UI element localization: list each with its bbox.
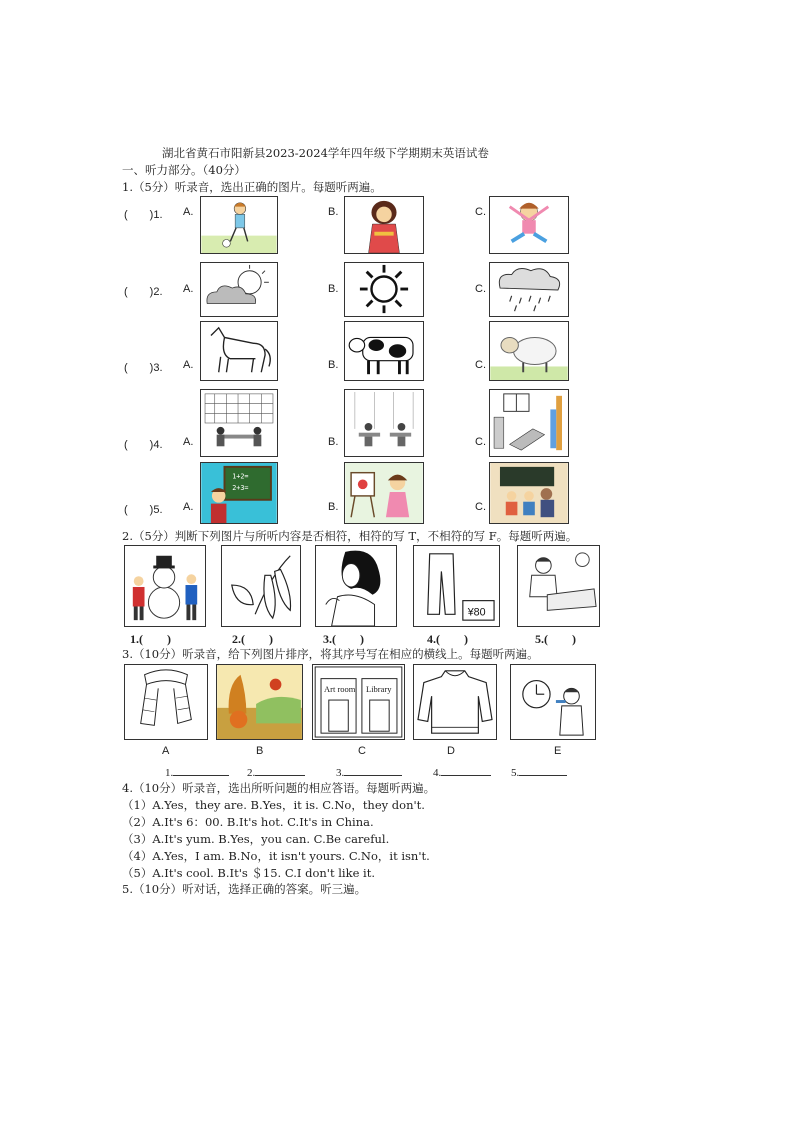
section-heading: 一、听力部分。（40分） [122, 163, 246, 177]
page-title: 湖北省黄石市阳新县2023-2024学年四年级下学期期末英语试卷 [162, 146, 489, 160]
answer-blank[interactable] [433, 765, 491, 779]
sweater-image[interactable] [413, 664, 497, 740]
sunny-image[interactable] [344, 262, 424, 317]
blank-number: 3. [336, 767, 345, 779]
option-label: B. [328, 436, 339, 448]
q2-answer-label[interactable]: 4.( ) [427, 632, 468, 646]
q3-heading: 3.（10分）听录音，给下列图片排序，将其序号写在相应的横线上。每题听两遍。 [122, 647, 539, 661]
picture-letter: C [358, 745, 366, 757]
q1-heading: 1.（5分）听录音，选出正确的图片。每题听两遍。 [122, 180, 382, 194]
autumn-harvest-image[interactable] [216, 664, 303, 740]
cloudy-sun-image[interactable] [200, 262, 278, 317]
green-beans-image[interactable] [221, 545, 301, 627]
option-label: A. [183, 283, 194, 295]
answer-blank[interactable] [336, 765, 402, 779]
q4-item: （3）A.It's yum. B.Yes，you can. C.Be careful. [122, 832, 390, 846]
door-sign-art-room: Art room [324, 684, 356, 694]
svg-text:2+3=: 2+3= [232, 484, 249, 493]
art-class-image[interactable] [344, 462, 424, 524]
horse-image[interactable] [200, 321, 278, 381]
q4-item: （2）A.It's 6：00. B.It's hot. C.It's in China. [122, 815, 374, 829]
q4-item: （4）A.Yes，I am. B.No，it isn't yours. C.No，it isn't. [122, 849, 430, 863]
picture-letter: A [162, 745, 170, 757]
blank-number: 4. [433, 767, 442, 779]
answer-blank[interactable] [165, 765, 229, 779]
q2-answer-label[interactable]: 2.( ) [232, 632, 273, 646]
option-label: A. [183, 436, 194, 448]
music-class-image[interactable] [489, 462, 569, 524]
sheep-image[interactable] [489, 321, 569, 381]
girl-jumping-image[interactable] [489, 196, 569, 254]
option-label: C. [475, 359, 486, 371]
option-label: B. [328, 206, 339, 218]
picture-letter: B [256, 745, 264, 757]
q1-answer-bracket[interactable]: ( )2. [124, 286, 163, 298]
option-label: C. [475, 283, 486, 295]
girl-in-kimono-image[interactable] [344, 196, 424, 254]
girl-playing-football-image[interactable] [200, 196, 278, 254]
answer-blank[interactable] [247, 765, 305, 779]
option-label: A. [183, 501, 194, 513]
picture-letter: D [447, 745, 455, 757]
option-label: B. [328, 501, 339, 513]
q4-item: （1）A.Yes，they are. B.Yes，it is. C.No，they don't. [122, 798, 425, 812]
girl-with-long-hair-image[interactable] [315, 545, 397, 627]
computer-room-image[interactable] [344, 389, 424, 457]
q2-heading: 2.（5分）判断下列图片与所听内容是否相符，相符的写 T，不相符的写 F。每题听两遍。 [122, 529, 578, 543]
q1-answer-bracket[interactable]: ( )3. [124, 362, 163, 374]
blank-number: 5. [511, 767, 520, 779]
scarf-image[interactable] [124, 664, 208, 740]
library-reading-image[interactable] [200, 389, 278, 457]
q4-item: （5）A.It's cool. B.It's ＄15. C.I don't like it. [122, 866, 375, 880]
q4-heading: 4.（10分）听录音，选出所听问题的相应答语。每题听两遍。 [122, 781, 436, 795]
option-label: B. [328, 283, 339, 295]
q1-answer-bracket[interactable]: ( )1. [124, 209, 163, 221]
art-room-library-doors-image[interactable] [312, 664, 405, 740]
q1-answer-bracket[interactable]: ( )5. [124, 504, 163, 516]
price-tag: ¥80 [467, 606, 486, 619]
option-label: A. [183, 359, 194, 371]
option-label: C. [475, 206, 486, 218]
option-label: C. [475, 501, 486, 513]
option-label: A. [183, 206, 194, 218]
picture-letter: E [554, 745, 562, 757]
q1-answer-bracket[interactable]: ( )4. [124, 439, 163, 451]
trousers-price-image[interactable] [413, 545, 500, 627]
option-label: C. [475, 436, 486, 448]
cow-image[interactable] [344, 321, 424, 381]
boy-waking-up-image[interactable] [517, 545, 600, 627]
q5-heading: 5.（10分）听对话，选择正确的答案。听三遍。 [122, 882, 367, 896]
answer-blank[interactable] [511, 765, 567, 779]
q2-answer-label[interactable]: 3.( ) [323, 632, 364, 646]
blank-number: 1. [165, 767, 174, 779]
classroom-desks-image[interactable] [489, 389, 569, 457]
blank-number: 2. [247, 767, 256, 779]
rainy-cloud-image[interactable] [489, 262, 569, 317]
teacher-at-blackboard-image[interactable] [200, 462, 278, 524]
option-label: B. [328, 359, 339, 371]
q2-answer-label[interactable]: 5.( ) [535, 632, 576, 646]
svg-text:1+2=: 1+2= [232, 472, 249, 481]
snowman-children-image[interactable] [124, 545, 206, 627]
clock-boy-brushing-teeth-image[interactable] [510, 664, 596, 740]
q2-answer-label[interactable]: 1.( ) [130, 632, 171, 646]
door-sign-library: Library [366, 684, 392, 694]
